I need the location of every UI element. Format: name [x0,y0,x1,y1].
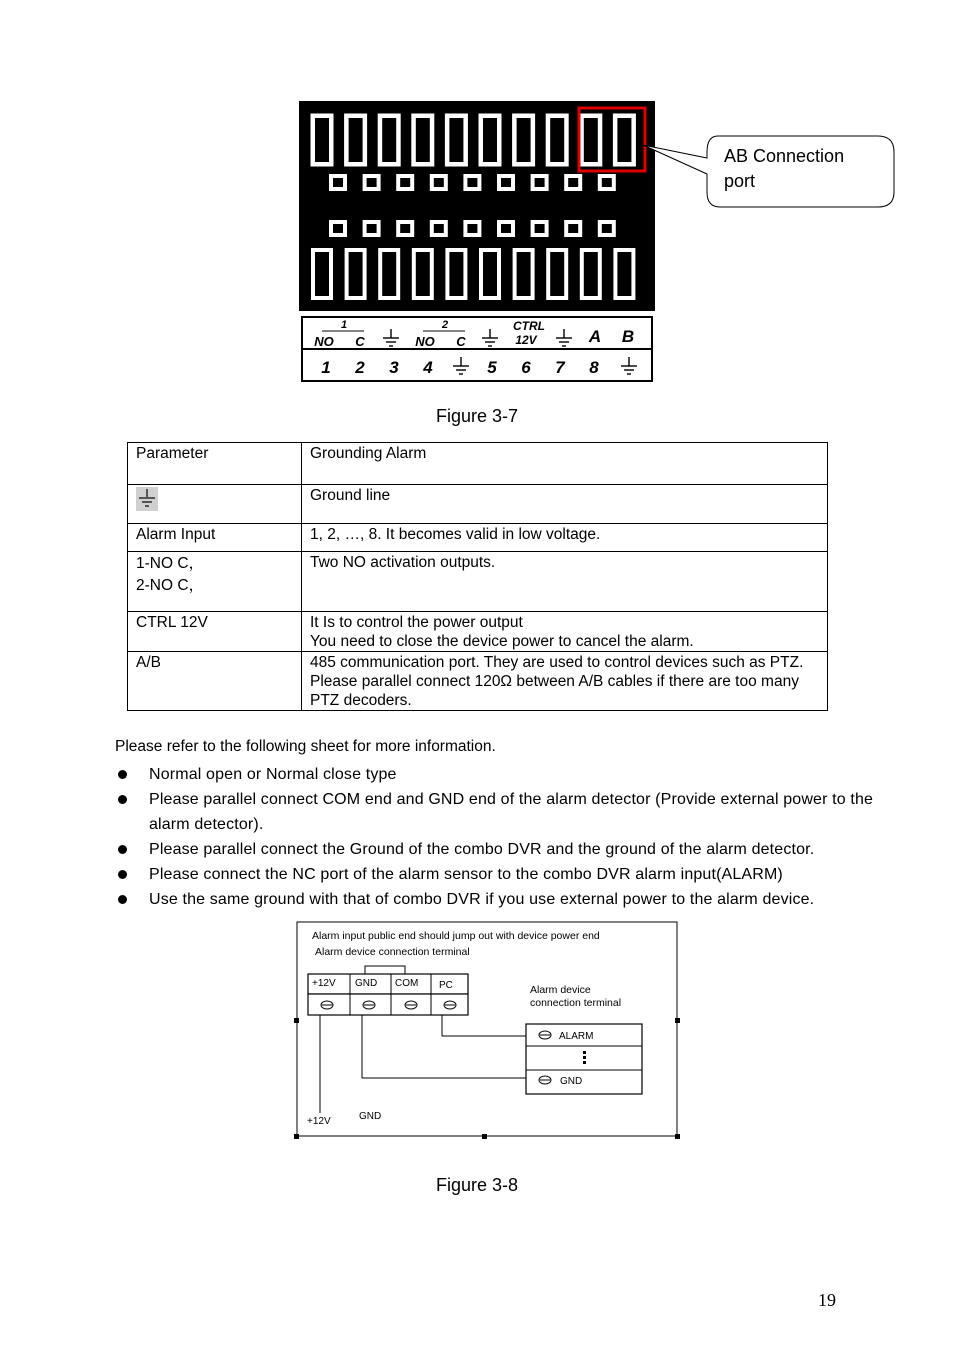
table-cell: It Is to control the power output You need to close the device power to cancel the alarm. [302,612,828,652]
figure-3-7-caption: Figure 3-7 [435,406,519,426]
terminal-block-diagram [296,98,658,386]
bullet-list [115,762,875,912]
table-row [128,485,828,524]
list-item: Please parallel connect COM end and GND end of the alarm detector (Provide external power to the alarm detector). [115,787,875,837]
figure-3-8-caption: Figure 3-8 [435,1175,519,1195]
terminal-number: 6 [521,358,531,377]
terminal-label: GND [355,978,378,989]
gnd-terminal-label: GND [560,1076,583,1087]
right-label-1: Alarm device [530,984,591,996]
list-item: Please parallel connect the Ground of the combo DVR and the ground of the alarm detector. [115,837,875,862]
terminal-number: 2 [355,358,365,377]
parameter-table [127,442,828,711]
c-label: C [355,334,365,349]
figure-3-7 [296,98,658,386]
group-2-label: 2 [441,319,449,331]
table-cell: 1, 2, …, 8. It becomes valid in low voltage. [302,524,828,552]
terminal-label: +12V [312,978,336,989]
note-line-2: Alarm device connection terminal [315,946,470,958]
table-cell: CTRL 12V [128,612,302,652]
c-label: C [456,334,466,349]
callout-text: AB Connection port [724,146,845,191]
no-label: NO [314,334,334,349]
bullet-icon [118,770,127,779]
list-item: Please connect the NC port of the alarm sensor to the combo DVR alarm input(ALARM) [115,862,875,887]
terminal-number: 3 [389,358,399,377]
ctrl-label: CTRL [513,319,545,333]
a-label: A [588,327,602,346]
terminal-number: 1 [321,358,331,377]
ellipsis-icon [583,1051,586,1064]
voltage-label: 12V [515,333,537,347]
bottom-12v-label: +12V [307,1116,331,1127]
page-number: 19 [818,1290,836,1310]
b-label: B [621,327,635,346]
terminal-number: 8 [589,358,599,377]
no-label: NO [415,334,435,349]
table-cell: Ground line [302,485,828,524]
group-1-label: 1 [340,319,348,331]
table-cell: Alarm Input [128,524,302,552]
ground-symbol-icon [136,487,158,511]
note-line-1: Alarm input public end should jump out with device power end [312,930,600,942]
table-cell: A/B [128,652,302,711]
bullet-icon [118,895,127,904]
wiring-diagram [292,918,682,1142]
figure-3-8 [292,918,682,1142]
bullet-icon [118,795,127,804]
table-row [128,443,828,485]
alarm-terminal-label: ALARM [559,1031,594,1042]
terminal-number: 4 [423,358,433,377]
table-cell: 1-NO C， 2-NO C， [128,552,302,612]
bullet-icon [118,845,127,854]
table-cell: Parameter [128,443,302,485]
table-cell [128,485,302,524]
table-row [128,612,828,652]
table-cell: Two NO activation outputs. [302,552,828,612]
intro-text: Please refer to the following sheet for more information. [115,738,496,755]
terminal-number: 5 [487,358,497,377]
right-label-2: connection terminal [530,997,622,1009]
table-row [128,524,828,552]
table-row [128,652,828,711]
table-cell: Grounding Alarm [302,443,828,485]
terminal-label: COM [395,978,419,989]
table-cell: 485 communication port. They are used to control devices such as PTZ. Please parallel connect 120Ω between A/B cables if there are too many PTZ decoders. [302,652,828,711]
table-row [128,552,828,612]
list-item: Use the same ground with that of combo DVR if you use external power to the alarm device. [115,887,875,912]
terminal-label: PC [439,980,453,991]
bottom-gnd-label: GND [359,1111,382,1122]
list-item: Normal open or Normal close type [115,762,875,787]
bullet-icon [118,870,127,879]
terminal-number: 7 [555,358,565,377]
